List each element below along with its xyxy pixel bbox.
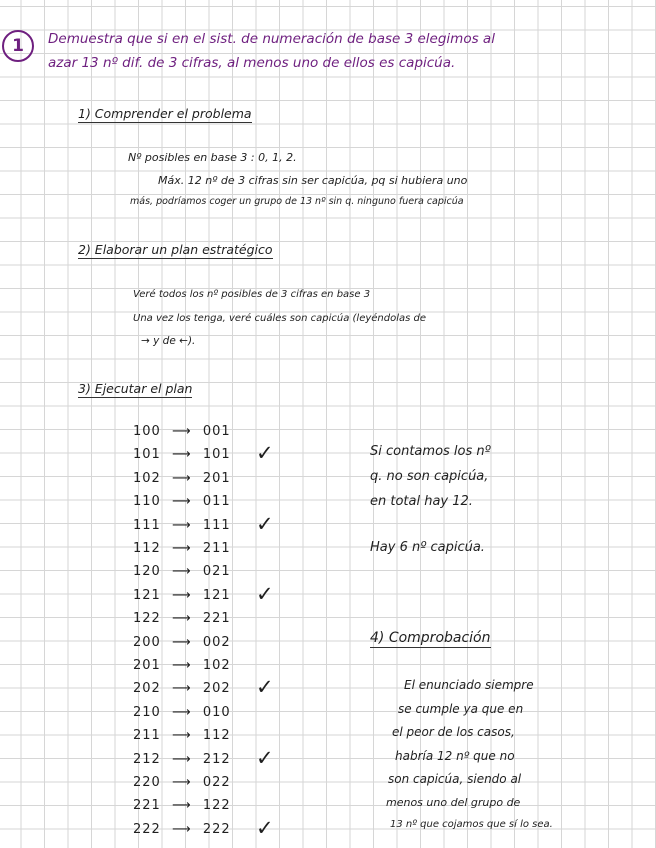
right-arrow-icon: ⟶ (172, 517, 192, 533)
number-reversed: 212 (202, 751, 231, 767)
problem-number-badge: 1 (2, 30, 34, 62)
step-3-note-3: en total hay 12. (370, 494, 473, 509)
step-4-line-2: se cumple ya que en (398, 702, 524, 716)
right-arrow-icon: ⟶ (172, 751, 192, 767)
number-row (133, 471, 231, 486)
number-reversed: 002 (202, 634, 231, 650)
right-arrow-icon: ⟶ (172, 798, 192, 814)
number-row (133, 728, 231, 743)
number-original: 220 (133, 775, 161, 790)
step-2-line-2: Una vez los tenga, veré cuáles son capicúa (leyéndolas de (133, 313, 427, 324)
number-original: 211 (133, 728, 161, 744)
right-arrow-icon: ⟶ (172, 821, 192, 837)
number-original: 202 (133, 681, 161, 697)
number-row (133, 775, 231, 790)
number-original: 210 (133, 704, 161, 720)
step-2-line-1: Veré todos los nº posibles de 3 cifras en base 3 (133, 289, 371, 300)
number-original: 222 (133, 821, 161, 837)
right-arrow-icon: ⟶ (172, 611, 192, 627)
number-row (133, 815, 275, 840)
number-row (133, 541, 231, 556)
number-reversed: 102 (202, 658, 231, 673)
right-arrow-icon: ⟶ (172, 728, 192, 744)
right-arrow-icon: ⟶ (172, 564, 192, 580)
right-arrow-icon: ⟶ (172, 775, 192, 790)
right-arrow-icon: ⟶ (172, 587, 192, 603)
step-4-line-6: menos uno del grupo de (386, 796, 521, 809)
checkmark-icon: ✓ (256, 581, 275, 606)
number-original: 212 (133, 751, 161, 767)
step-4-line-7: 13 nº que cojamos que sí lo sea. (390, 819, 553, 830)
number-original: 221 (133, 798, 161, 814)
problem-statement-line-1: Demuestra que si en el sist. de numeración de base 3 elegimos al (48, 31, 495, 47)
number-reversed: 101 (202, 447, 231, 463)
number-original: 101 (133, 447, 161, 463)
number-reversed: 222 (202, 821, 231, 837)
checkmark-icon: ✓ (256, 511, 275, 536)
number-row (133, 705, 231, 720)
number-row (133, 745, 275, 770)
number-row (133, 675, 275, 700)
step-1-line-3: más, podríamos coger un grupo de 13 nº sin q. ninguno fuera capicúa (130, 196, 464, 207)
checkmark-icon: ✓ (256, 675, 275, 700)
number-reversed: 010 (202, 704, 231, 720)
number-original: 121 (133, 587, 161, 603)
number-reversed: 202 (202, 681, 231, 697)
right-arrow-icon: ⟶ (172, 424, 192, 439)
number-row (133, 424, 231, 439)
number-row (133, 511, 275, 536)
checkmark-icon: ✓ (256, 745, 275, 770)
checkmark-icon: ✓ (256, 815, 275, 840)
step-1-heading: 1) Comprender el problema (78, 106, 252, 121)
number-row (133, 658, 231, 673)
step-4-line-1: El enunciado siempre (404, 678, 534, 692)
right-arrow-icon: ⟶ (172, 541, 192, 556)
number-original: 111 (133, 517, 161, 533)
number-reversed: 121 (202, 587, 231, 603)
step-4-line-4: habría 12 nº que no (395, 749, 515, 763)
number-row (133, 798, 231, 813)
number-row (133, 494, 231, 509)
number-row (133, 635, 231, 650)
number-reversed: 011 (202, 494, 231, 510)
right-arrow-icon: ⟶ (172, 658, 192, 673)
number-original: 110 (133, 494, 161, 510)
step-3-heading: 3) Ejecutar el plan (78, 381, 193, 396)
step-2-heading: 2) Elaborar un plan estratégico (78, 242, 273, 257)
number-original: 102 (133, 470, 161, 486)
right-arrow-icon: ⟶ (172, 470, 192, 486)
number-original: 100 (133, 424, 161, 439)
number-original: 200 (133, 634, 161, 650)
step-3-note-2: q. no son capicúa, (370, 469, 489, 484)
number-row (133, 441, 275, 466)
number-reversed: 122 (202, 798, 231, 814)
number-reversed: 022 (202, 775, 231, 790)
step-3-note-1: Si contamos los nº (370, 444, 491, 459)
number-row (133, 581, 275, 606)
number-original: 120 (133, 564, 161, 580)
number-original: 112 (133, 541, 161, 556)
right-arrow-icon: ⟶ (172, 704, 192, 720)
step-4-line-5: son capicúa, siendo al (388, 772, 522, 786)
number-reversed: 211 (202, 541, 231, 556)
number-original: 201 (133, 658, 161, 673)
step-4-line-3: el peor de los casos, (392, 725, 515, 739)
number-row (133, 611, 231, 626)
right-arrow-icon: ⟶ (172, 634, 192, 650)
number-reversed: 001 (202, 424, 231, 439)
number-original: 122 (133, 611, 161, 627)
step-3-note-4: Hay 6 nº capicúa. (370, 540, 485, 555)
step-4-heading: 4) Comprobación (370, 630, 491, 646)
number-reversed: 201 (202, 470, 231, 486)
number-reversed: 112 (202, 728, 231, 744)
right-arrow-icon: ⟶ (172, 681, 192, 697)
step-2-line-3: → y de ←). (141, 335, 196, 347)
number-reversed: 111 (202, 517, 231, 533)
number-row (133, 564, 231, 579)
right-arrow-icon: ⟶ (172, 447, 192, 463)
number-reversed: 021 (202, 564, 231, 580)
number-reversed: 221 (202, 611, 231, 627)
step-1-line-2: Máx. 12 nº de 3 cifras sin ser capicúa, pq si hubiera uno (158, 174, 468, 187)
right-arrow-icon: ⟶ (172, 494, 192, 510)
step-1-line-1: Nº posibles en base 3 : 0, 1, 2. (128, 151, 297, 164)
checkmark-icon: ✓ (256, 441, 275, 466)
problem-statement-line-2: azar 13 nº dif. de 3 cifras, al menos uno de ellos es capicúa. (48, 55, 456, 71)
